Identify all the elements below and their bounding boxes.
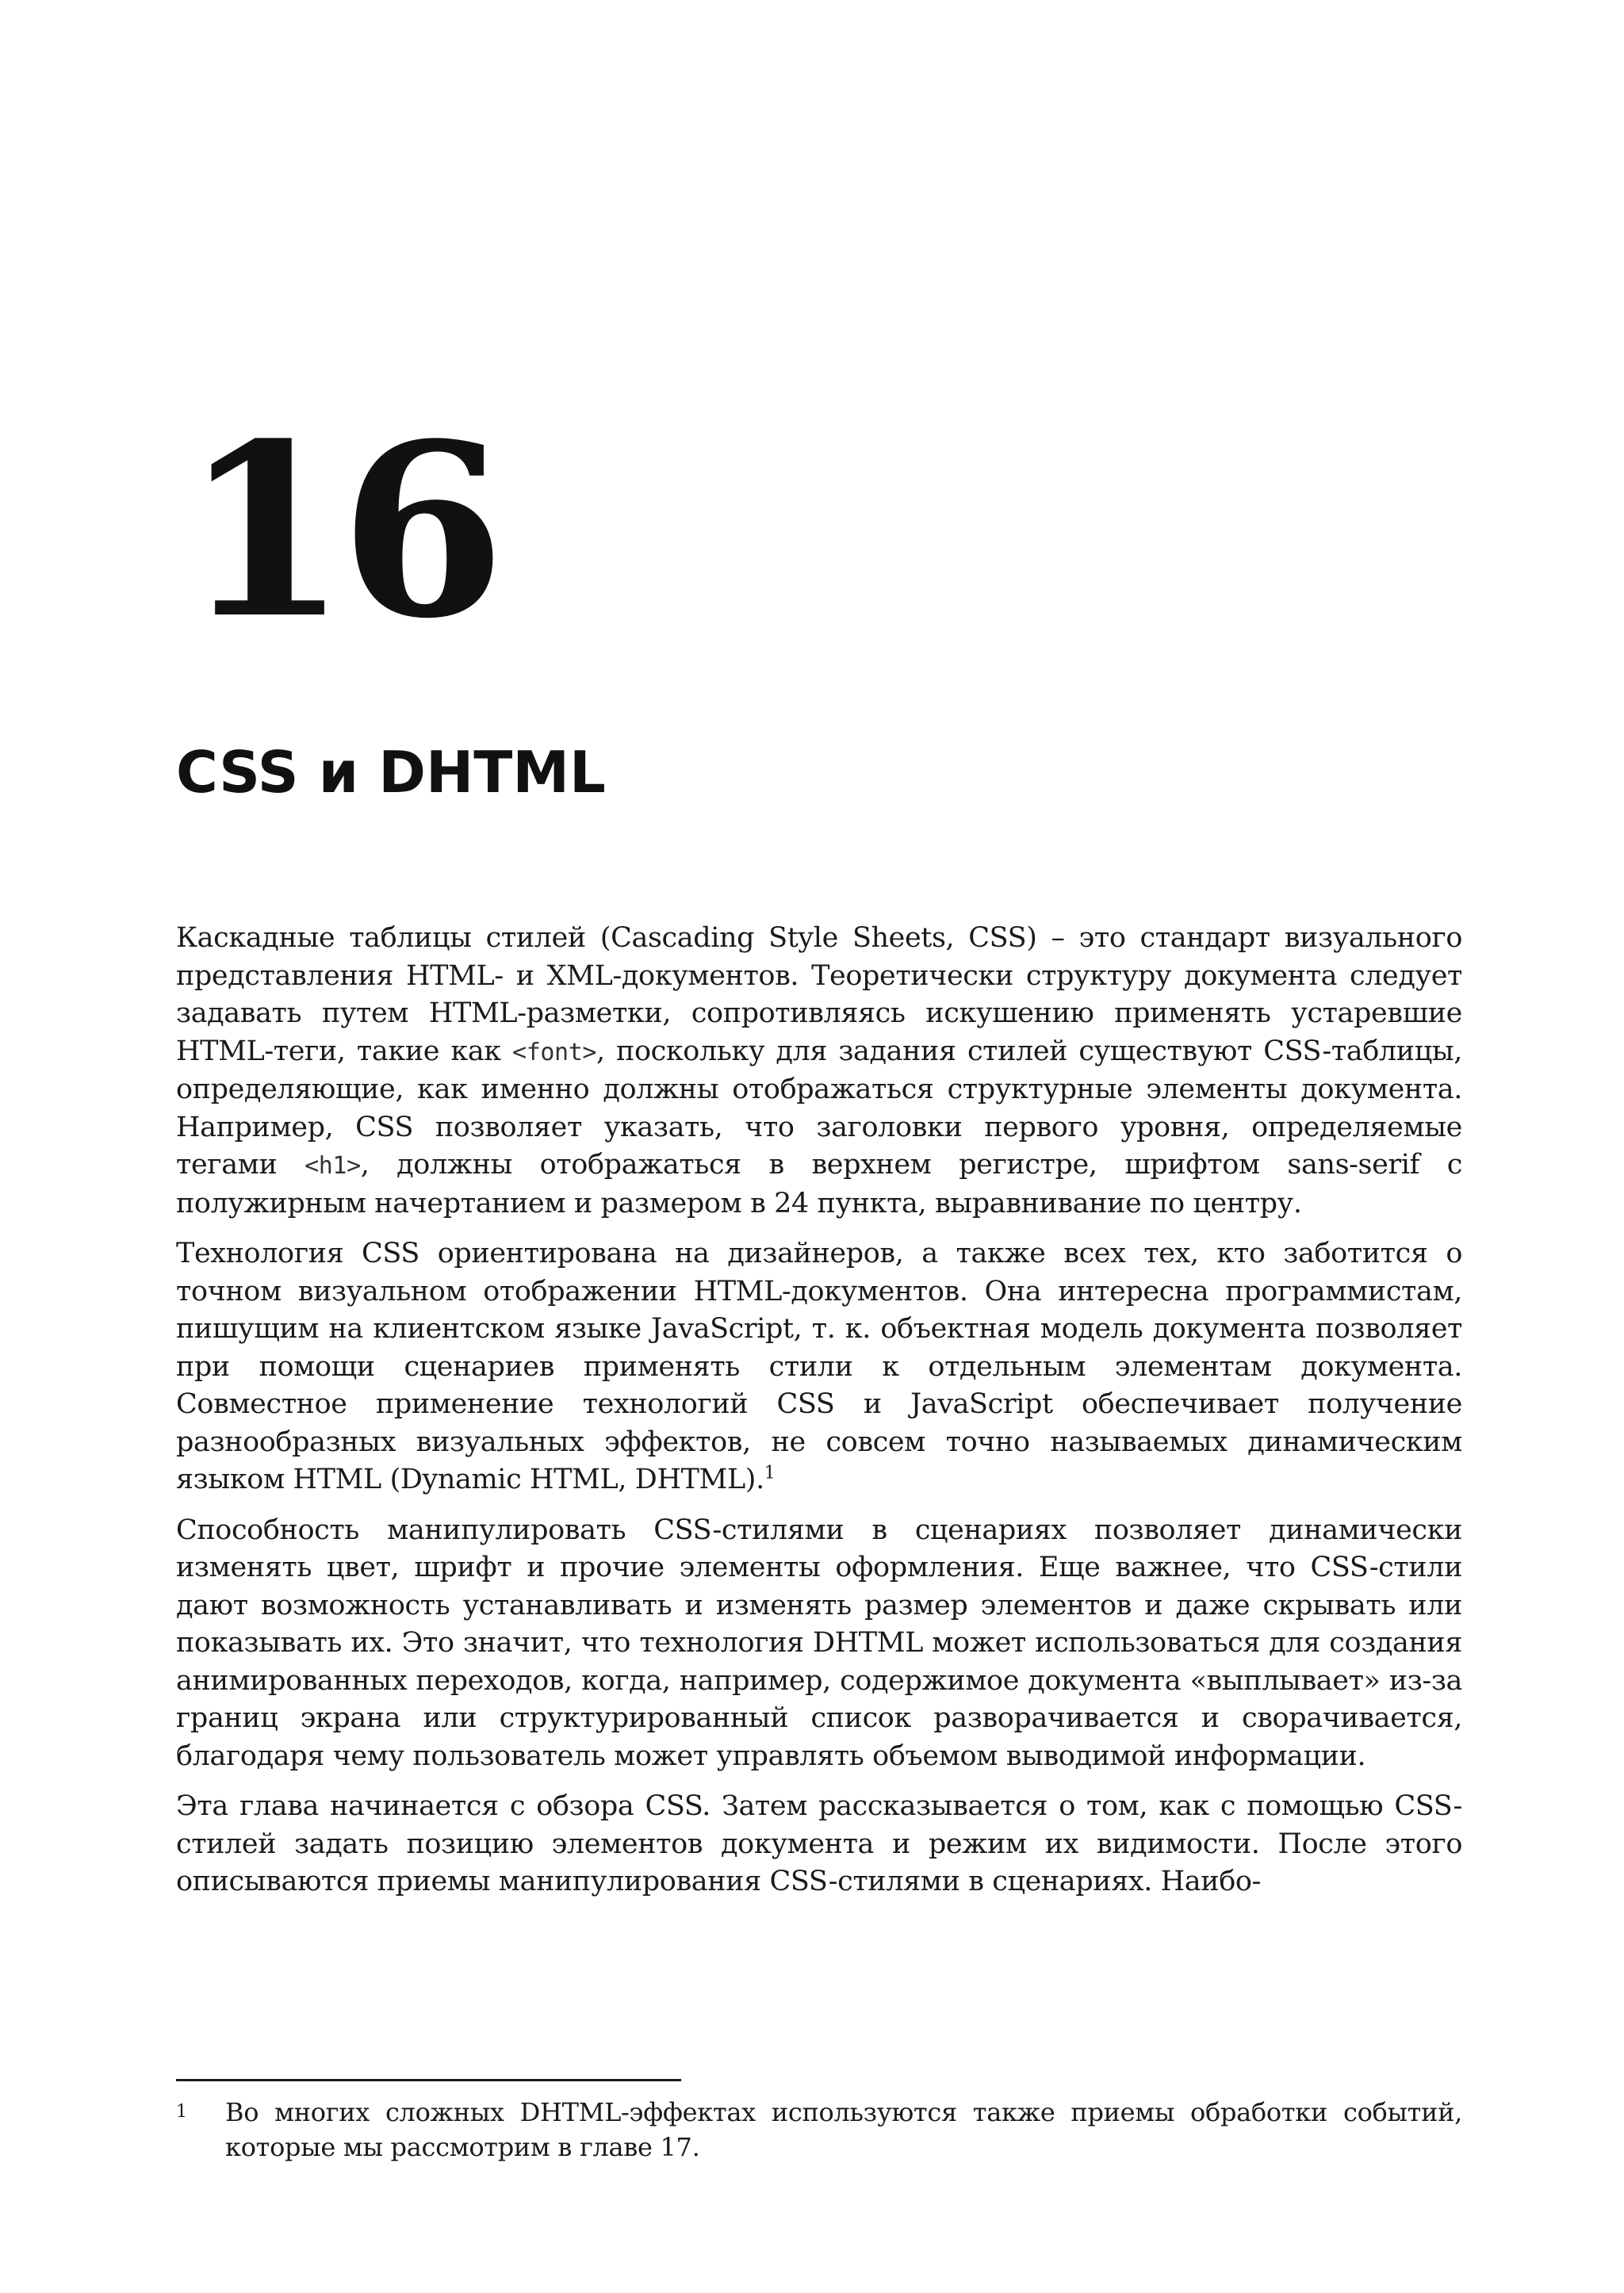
paragraph-css-manipulation: Способность манипулировать CSS-стилями в сценариях позволяет динамически изменять цвет, шрифт и прочие элементы оформления. Еще важнее, что CSS-стили дают возможность устанавливать и изменять размер элементов и даже скрывать или показывать их. Это значит, что технология DHTML может использоваться для создания анимированных переходов, когда, например, содержимое документа «выплывает» из-за границ экрана или структурированный список разворачивается и сворачивается, благодаря чему пользователь может управлять объемом выводимой информации. xyxy=(176,1514,1462,1772)
inline-code-h1-tag: <h1> xyxy=(304,1152,361,1180)
footnote xyxy=(176,2095,1462,2165)
footnote-reference[interactable]: 1 xyxy=(764,1463,776,1483)
chapter-title: CSS и DHTML xyxy=(176,739,606,806)
inline-code-font-tag: <font> xyxy=(512,1038,597,1066)
paragraph-text: Технология CSS ориентирована на дизайнеров, а также всех тех, кто заботится о точном визуальном отображении HTML-документов. Она интересна программистам, пишущим на клиентском языке JavaScript, т. к. объектная модель документа позволяет при помощи сценариев применять стили к отдельным элементам документа. Совместное применение технологий CSS и JavaScript обеспечивает получение разнообразных визуальных эффектов, не совсем точно называемых динамическим языком HTML (Dynamic HTML, DHTML). xyxy=(176,1238,1462,1495)
chapter-number: 16 xyxy=(182,391,498,671)
paragraph-text: Каскадные таблицы стилей (Cascading Style Sheets, CSS) – это стандарт визуального представления HTML- и XML-документов. Теоретически структуру документа следует задавать путем HTML-разметки, сопротивляясь искушению применять устаревшие HTML-теги, такие как xyxy=(176,922,1462,1067)
footnote-text: Во многих сложных DHTML-эффектах используются также приемы обработки событий, которые мы рассмотрим в главе 17. xyxy=(225,2097,1462,2162)
paragraph-css-technology xyxy=(176,1235,1462,1499)
paragraph-text: , должны отображаться в верхнем регистре, шрифтом sans-serif с полужирным начертанием и размером в 24 пункта, выравнивание по центру. xyxy=(176,1149,1462,1219)
paragraph-intro xyxy=(176,920,1462,1223)
paragraph-chapter-overview: Эта глава начинается с обзора CSS. Затем рассказывается о том, как с помощью CSS-стилей задать позицию элементов документа и режим их видимости. После этого описываются приемы манипулирования CSS-стилями в сценариях. Наибо- xyxy=(176,1790,1462,1897)
footnote-mark: 1 xyxy=(176,2102,187,2122)
footnote-divider xyxy=(176,2079,681,2081)
paragraph-text: , поскольку для задания стилей существуют CSS-таблицы, определяющие, как именно должны отображаться структурные элементы документа. Например, CSS позволяет указать, что заголовки первого уровня, определяемые тегами xyxy=(176,1035,1462,1181)
chapter-body xyxy=(176,920,1462,1914)
